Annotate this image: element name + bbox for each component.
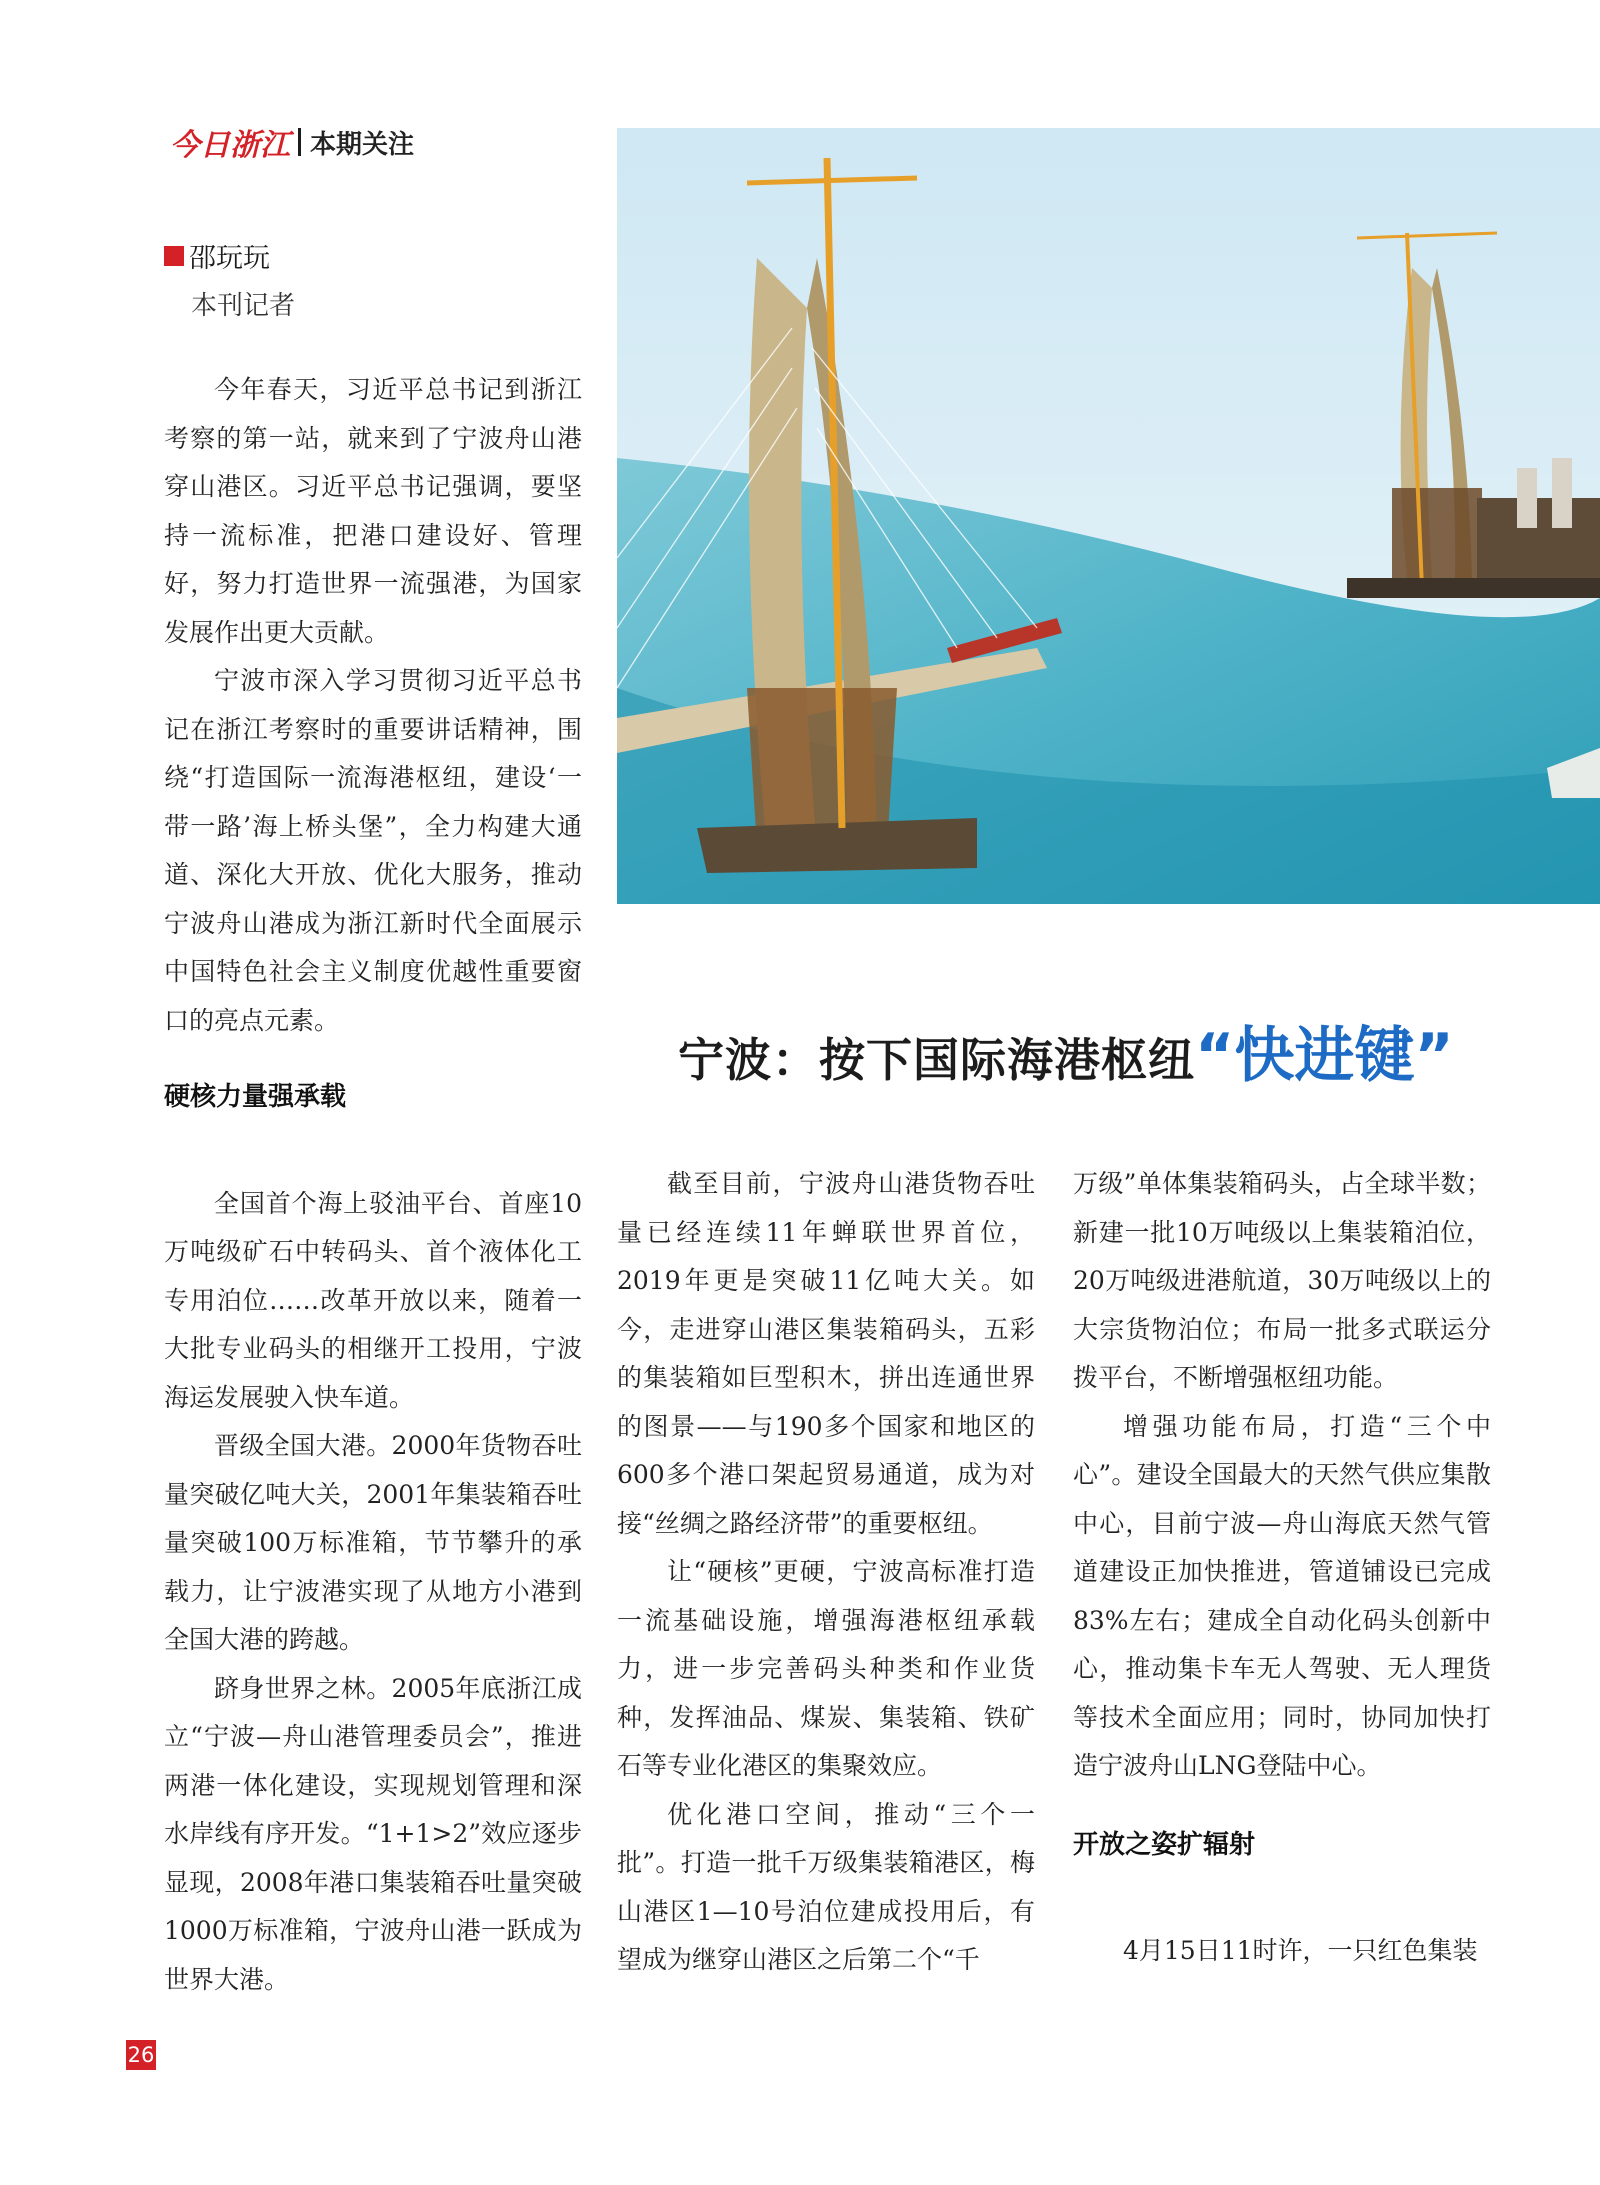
paragraph: 增强功能布局，打造“三个中心”。建设全国最大的天然气供应集散中心，目前宁波—舟山海底天然气管道建设正加快推进，管道铺设已完成83%左右；建成全自动化码头创新中心，推动集卡车无人驾驶、无人理货等技术全面应用；同时，协同加快打造宁波舟山LNG登陆中心。	[1073, 1411, 1491, 1780]
paragraph: 万级”单体集装箱码头，占全球半数；新建一批10万吨级以上集装箱泊位，20万吨级进港航道，30万吨级以上的大宗货物泊位；布局一批多式联运分拨平台，不断增强枢纽功能。	[1073, 1169, 1491, 1392]
article-title	[678, 1008, 1454, 1094]
title-highlight: “快进键”	[1195, 1021, 1454, 1091]
section-label: 本期关注	[310, 129, 415, 160]
bridge-construction-photo	[617, 128, 1600, 904]
column-1	[164, 366, 582, 2004]
paragraph: 优化港口空间，推动“三个一批”。打造一批千万级集装箱港区，梅山港区1—10号泊位建成投用后，有望成为继穿山港区之后第二个“千	[617, 1799, 1035, 1974]
magazine-logo: 今日浙江	[170, 128, 290, 163]
author-role: 本刊记者	[191, 291, 296, 321]
paragraph: 晋级全国大港。2000年货物吞吐量突破亿吨大关，2001年集装箱吞吐量突破100万标准箱，节节攀升的承载力，让宁波港实现了从地方小港到全国大港的跨越。	[164, 1431, 582, 1654]
byline	[164, 236, 295, 322]
paragraph: 截至目前，宁波舟山港货物吞吐量已经连续11年蝉联世界首位，2019年更是突破11亿吨大关。如今，走进穿山港区集装箱码头，五彩的集装箱如巨型积木，拼出连通世界的图景——与190多个国家和地区的600多个港口架起贸易通道，成为对接“丝绸之路经济带”的重要枢纽。	[617, 1169, 1035, 1538]
page-header	[170, 124, 415, 163]
author-name: 邵玩玩	[189, 243, 270, 274]
paragraph: 4月15日11时许，一只红色集装	[1123, 1936, 1478, 1965]
paragraph: 全国首个海上驳油平台、首座10万吨级矿石中转码头、首个液体化工专用泊位……改革开放以来，随着一大批专业码头的相继开工投用，宁波海运发展驶入快车道。	[164, 1188, 582, 1412]
paragraph: 宁波市深入学习贯彻习近平总书记在浙江考察时的重要讲话精神，围绕“打造国际一流海港枢纽，建设‘一带一路’海上桥头堡”，全力构建大通道、深化大开放、优化大服务，推动宁波舟山港成为浙江新时代全面展示中国特色社会主义制度优越性重要窗口的亮点元素。	[164, 666, 582, 1035]
page-number: 26	[126, 2040, 156, 2070]
byline-marker-icon	[164, 246, 184, 266]
paragraph: 让“硬核”更硬，宁波高标准打造一流基础设施，增强海港枢纽承载力，进一步完善码头种类和作业货种，发挥油品、煤炭、集装箱、铁矿石等专业化港区的集聚效应。	[617, 1557, 1035, 1780]
title-main: 宁波：按下国际海港枢纽	[678, 1033, 1195, 1087]
section-heading: 开放之姿扩辐射	[1073, 1829, 1256, 1860]
paragraph: 跻身世界之林。2005年底浙江成立“宁波—舟山港管理委员会”，推进两港一体化建设，实现规划管理和深水岸线有序开发。“1+1>2”效应逐步显现，2008年港口集装箱吞吐量突破1000万标准箱，宁波舟山港一跃成为世界大港。	[164, 1673, 582, 1994]
paragraph: 今年春天，习近平总书记到浙江考察的第一站，就来到了宁波舟山港穿山港区。习近平总书记强调，要坚持一流标准，把港口建设好、管理好，努力打造世界一流强港，为国家发展作出更大贡献。	[164, 375, 582, 647]
header-divider	[298, 128, 301, 156]
column-2	[617, 1160, 1035, 1985]
section-heading: 硬核力量强承载	[164, 1082, 347, 1112]
column-3	[1073, 1160, 1491, 1976]
